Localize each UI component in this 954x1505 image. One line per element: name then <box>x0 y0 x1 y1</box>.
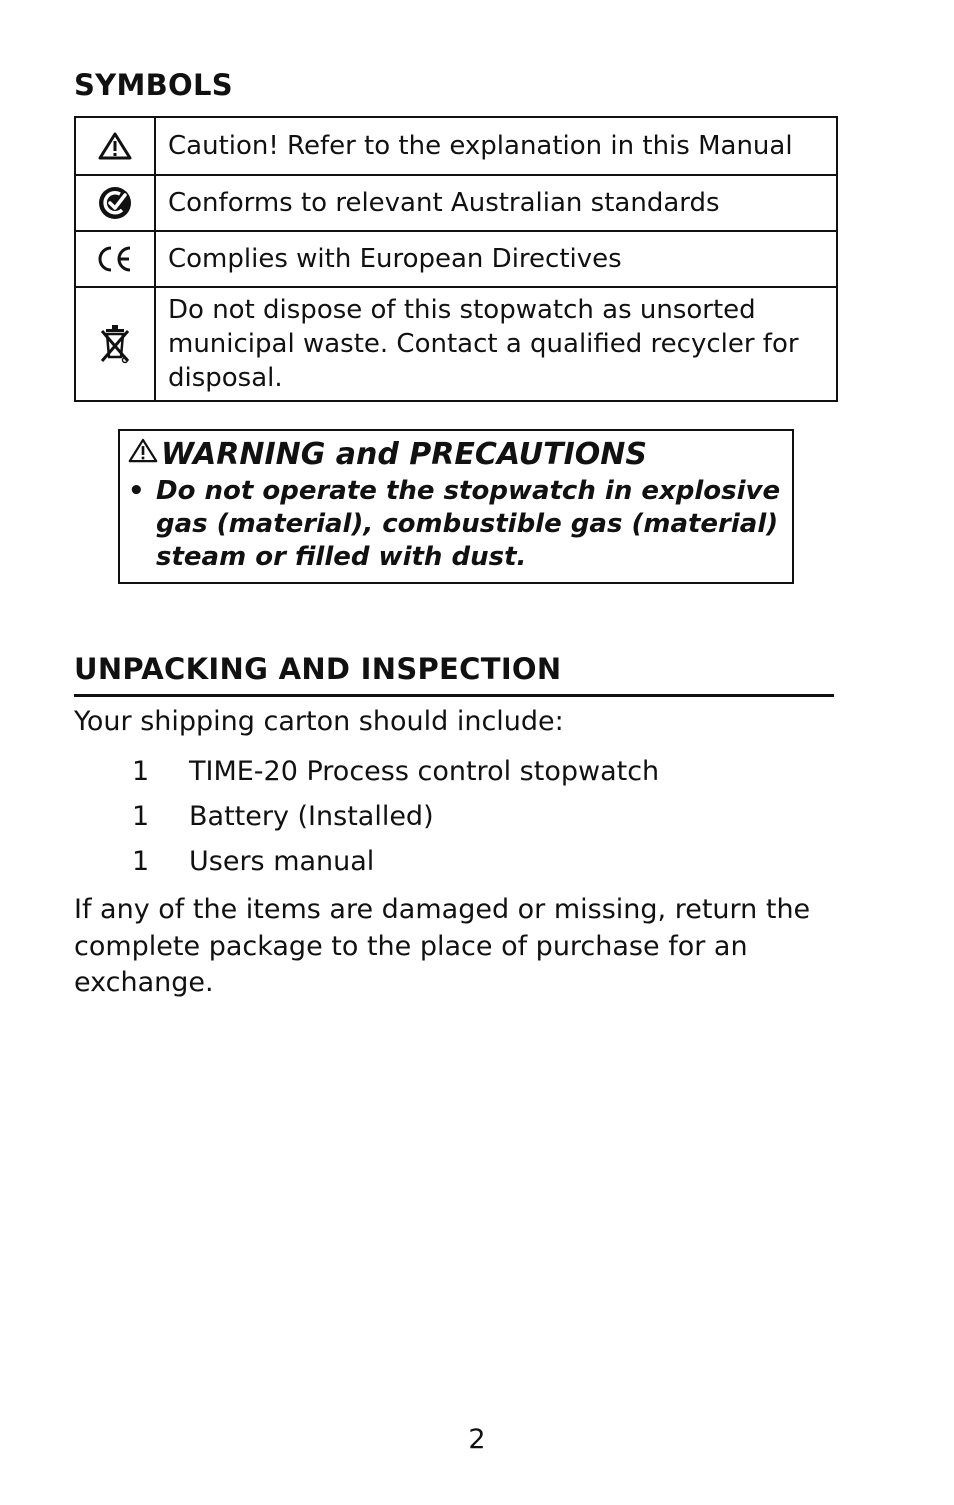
symbol-row <box>75 231 837 287</box>
symbol-description: Complies with European Directives <box>155 231 837 287</box>
symbol-description: Caution! Refer to the explanation in this Manual <box>155 117 837 175</box>
caution-triangle-icon <box>76 131 154 161</box>
warning-title <box>128 435 647 475</box>
crossed-out-bin-icon <box>76 323 154 365</box>
symbols-table <box>74 116 838 402</box>
closing-text: If any of the items are damaged or missing, return the complete package to the place of purchase for an exchange. <box>74 894 811 998</box>
warning-box <box>118 429 794 584</box>
symbol-description: Do not dispose of this stopwatch as unsorted municipal waste. Contact a qualified recycler for disposal. <box>155 287 837 401</box>
symbol-row <box>75 117 837 175</box>
bullet-marker: • <box>128 476 145 506</box>
symbols-heading: SYMBOLS <box>74 68 233 102</box>
item-quantity: 1 <box>132 756 150 787</box>
c-tick-icon <box>76 186 154 220</box>
item-description: Users manual <box>189 846 375 877</box>
page-number: 2 <box>468 1424 486 1455</box>
item-description: Battery (Installed) <box>189 801 434 832</box>
symbol-description: Conforms to relevant Australian standards <box>155 175 837 231</box>
warning-title-text: WARNING and PRECAUTIONS <box>161 437 647 472</box>
heading-divider <box>74 694 834 697</box>
symbol-row <box>75 287 837 401</box>
item-quantity: 1 <box>132 846 150 877</box>
intro-text: Your shipping carton should include: <box>74 706 564 737</box>
ce-mark-icon <box>76 244 154 274</box>
item-quantity: 1 <box>132 801 150 832</box>
item-description: TIME-20 Process control stopwatch <box>189 756 660 787</box>
warning-text: Do not operate the stopwatch in explosive gas (material), combustible gas (material) steam or filled with dust. <box>156 476 781 572</box>
unpacking-heading: UNPACKING AND INSPECTION <box>74 652 562 686</box>
symbol-row <box>75 175 837 231</box>
caution-triangle-icon <box>128 435 161 475</box>
